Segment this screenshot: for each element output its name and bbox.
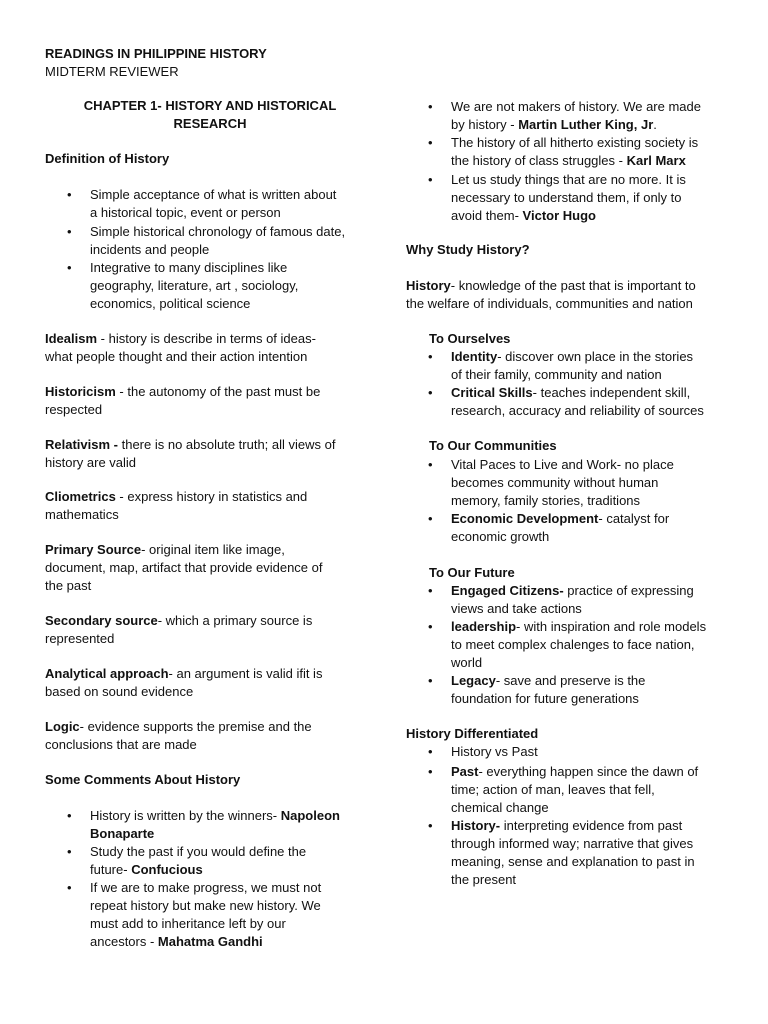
- cliometrics-definition-cont: mathematics: [45, 507, 119, 522]
- document-subtitle: MIDTERM REVIEWER: [45, 64, 179, 79]
- definition-item: • Integrative to many disciplines like geography, literature, art , sociology, economics, political science: [90, 259, 298, 313]
- historicism-definition: Historicism - the autonomy of the past must be: [45, 384, 321, 399]
- comment-item: • History is written by the winners- Napoleon Bonaparte: [90, 807, 340, 843]
- differentiated-item: • History vs Past: [451, 743, 538, 761]
- primary-source-definition-cont: the past: [45, 578, 92, 593]
- cliometrics-definition: Cliometrics - express history in statistics and: [45, 489, 308, 504]
- communities-heading: To Our Communities: [429, 438, 557, 453]
- idealism-definition-cont: what people thought and their action intention: [45, 349, 308, 364]
- definition-heading: Definition of History: [45, 151, 170, 166]
- course-title: READINGS IN PHILIPPINE HISTORY: [45, 46, 267, 61]
- communities-item: • Economic Development- catalyst for economic growth: [451, 510, 669, 546]
- ourselves-heading: To Ourselves: [429, 331, 511, 346]
- future-item: • leadership- with inspiration and role models to meet complex chalenges to face nation, world: [451, 618, 706, 672]
- primary-source-definition-cont: document, map, artifact that provide evidence of: [45, 560, 323, 575]
- history-definition: History- knowledge of the past that is important to: [406, 278, 696, 293]
- history-definition-cont: the welfare of individuals, communities and nation: [406, 296, 693, 311]
- quote-item: • Let us study things that are no more. It is necessary to understand them, if only to avoid them- Victor Hugo: [451, 171, 686, 225]
- logic-definition: Logic- evidence supports the premise and the: [45, 719, 312, 734]
- secondary-source-definition: Secondary source- which a primary source is: [45, 613, 313, 628]
- secondary-source-definition-cont: represented: [45, 631, 115, 646]
- comment-item: • Study the past if you would define the future- Confucious: [90, 843, 306, 879]
- relativism-definition-cont: history are valid: [45, 455, 137, 470]
- differentiated-item: • Past- everything happen since the dawn of time; action of man, leaves that fell, chemical change: [451, 763, 698, 817]
- comments-heading: Some Comments About History: [45, 772, 241, 787]
- historicism-definition-cont: respected: [45, 402, 103, 417]
- future-item: • Legacy- save and preserve is the foundation for future generations: [451, 672, 645, 708]
- chapter-title-line2: RESEARCH: [173, 116, 247, 131]
- differentiated-heading: History Differentiated: [406, 726, 539, 741]
- definition-item: • Simple acceptance of what is written about a historical topic, event or person: [90, 186, 336, 222]
- analytical-approach-definition: Analytical approach- an argument is valid ifit is: [45, 666, 323, 681]
- communities-item: • Vital Paces to Live and Work- no place becomes community without human memory, family stories, traditions: [451, 456, 674, 510]
- ourselves-item: • Identity- discover own place in the stories of their family, community and nation: [451, 348, 693, 384]
- chapter-title-line1: CHAPTER 1- HISTORY AND HISTORICAL: [83, 98, 337, 113]
- quote-item: • We are not makers of history. We are made by history - Martin Luther King, Jr.: [451, 98, 701, 134]
- quote-item: • The history of all hitherto existing society is the history of class struggles - Karl Marx: [451, 134, 698, 170]
- ourselves-item: • Critical Skills- teaches independent skill, research, accuracy and reliability of sources: [451, 384, 704, 420]
- analytical-approach-definition-cont: based on sound evidence: [45, 684, 194, 699]
- idealism-definition: Idealism - history is describe in terms of ideas-: [45, 331, 316, 346]
- why-study-heading: Why Study History?: [406, 242, 530, 257]
- relativism-definition: Relativism - there is no absolute truth; all views of: [45, 437, 336, 452]
- definition-item: • Simple historical chronology of famous date, incidents and people: [90, 223, 345, 259]
- future-item: • Engaged Citizens- practice of expressing views and take actions: [451, 582, 694, 618]
- comment-item: • If we are to make progress, we must not repeat history but make new history. We must add to inheritance left by our ancestors - Mahatma Gandhi: [90, 879, 321, 951]
- future-heading: To Our Future: [429, 565, 515, 580]
- primary-source-definition: Primary Source- original item like image,: [45, 542, 285, 557]
- differentiated-item: • History- interpreting evidence from past through informed way; narrative that gives meaning, sense and explanation to past in the present: [451, 817, 695, 889]
- logic-definition-cont: conclusions that are made: [45, 737, 197, 752]
